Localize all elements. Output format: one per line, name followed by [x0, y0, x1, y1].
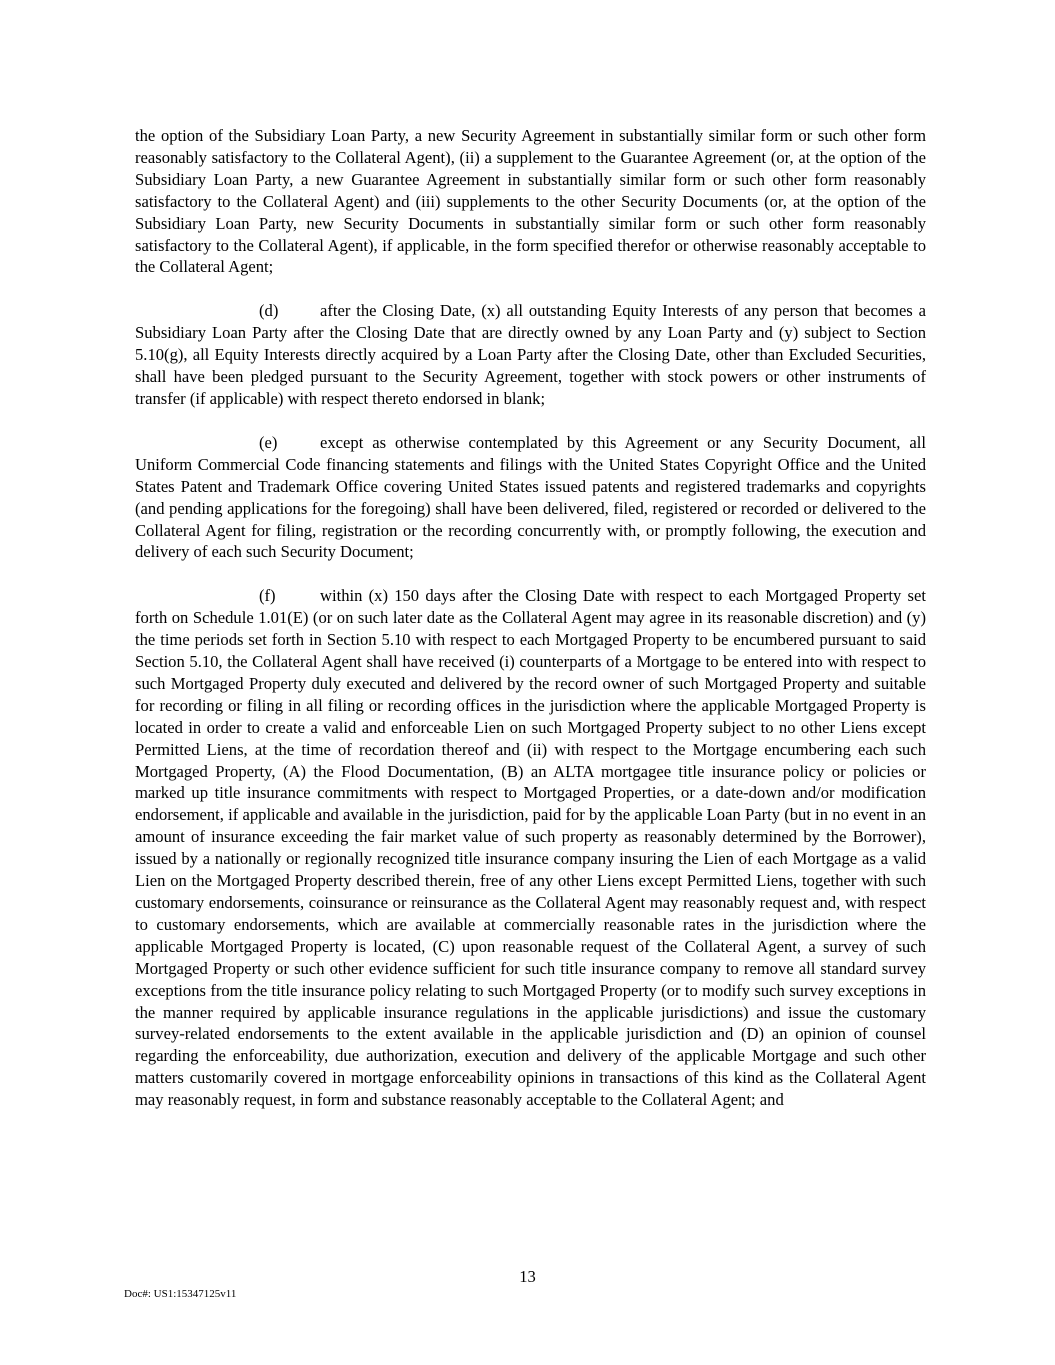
document-body — [135, 125, 926, 1133]
paragraph-f — [135, 585, 926, 1111]
paragraph-text: after the Closing Date, (x) all outstanding Equity Interests of any person that becomes a Subsidiary Loan Party after the Closing Date that are directly owned by any Loan Party and (y) subject to Section 5.10(g), all Equity Interests directly acquired by a Loan Party after the Closing Date, other than Excluded Securities, shall have been pledged pursuant to the Security Agreement, together with stock powers or other instruments of transfer (if applicable) with respect thereto endorsed in blank; — [135, 301, 926, 408]
paragraph-d — [135, 300, 926, 410]
paragraph-label: (f) — [259, 586, 276, 606]
paragraph-label: (d) — [259, 301, 279, 321]
paragraph-text: the option of the Subsidiary Loan Party, a new Security Agreement in substantially similar form or such other form reasonably satisfactory to the Collateral Agent), (ii) a supplement to the Guarantee Agreement (or, at the option of the Subsidiary Loan Party, a new Guarantee Agreement in substantially similar form or such other form reasonably satisfactory to the Collateral Agent) and (iii) supplements to the other Security Documents (or, at the option of the Subsidiary Loan Party, new Security Documents in substantially similar form or such other form reasonably satisfactory to the Collateral Agent), if applicable, in the form specified therefor or otherwise reasonably acceptable to the Collateral Agent; — [135, 126, 926, 277]
paragraph-label: (e) — [259, 432, 278, 452]
paragraph-e — [135, 432, 926, 563]
paragraph-text: within (x) 150 days after the Closing Date with respect to each Mortgaged Property set forth on Schedule 1.01(E) (or on such later date as the Collateral Agent may agree in its reasonable discretion) and (y) the time periods set forth in Section 5.10 with respect to each Mortgaged Property to be encumbered pursuant to said Section 5.10, the Collateral Agent shall have received (i) counterparts of a Mortgage to be entered into with respect to such Mortgaged Property duly executed and delivered by the record owner of such Mortgaged Property and suitable for recording or filing in all filing or recording offices in the jurisdiction where the applicable Mortgaged Property is located in order to create a valid and enforceable Lien on such Mortgaged Property subject to no other Liens except Permitted Liens, at the time of recordation thereof and (ii) with respect to the Mortgage encumbering each such Mortgaged Property, (A) the Flood Documentation, (B) an ALTA mortgagee title insurance policy or policies or marked up title insurance commitments with respect to Mortgaged Properties, or a date-down and/or modification endorsement, if applicable and available in the jurisdiction, paid for by the applicable Loan Party (but in no event in an amount of insurance exceeding the fair market value of such property as reasonably determined by the Borrower), issued by a nationally or regionally recognized title insurance company insuring the Lien of each Mortgage as a valid Lien on the Mortgaged Property described therein, free of any other Liens except Permitted Liens, together with such customary endorsements, coinsurance or reinsurance as the Collateral Agent may reasonably request and, with respect to customary endorsements, which are available at commercially reasonable rates in the jurisdiction where the applicable Mortgaged Property is located, (C) upon reasonable request of the Collateral Agent, a survey of such Mortgaged Property or such other evidence sufficient for such title insurance company to remove all standard survey exceptions from the title insurance policy relating to such Mortgaged Property (or to modify such survey exceptions in the manner required by applicable insurance regulations in the applicable jurisdictions) and issue the customary survey-related endorsements to the extent available in the applicable jurisdiction and (D) an opinion of counsel regarding the enforceability, due authorization, execution and delivery of the applicable Mortgage and such other matters customarily covered in mortgage enforceability opinions in transactions of this kind as the Collateral Agent may reasonably request, in form and substance reasonably acceptable to the Collateral Agent; and — [135, 586, 926, 1110]
document-id: Doc#: US1:15347125v11 — [124, 1288, 237, 1300]
paragraph-continuation — [135, 125, 926, 278]
paragraph-text: except as otherwise contemplated by this Agreement or any Security Document, all Uniform Commercial Code financing statements and filings with the United States Copyright Office and the United States Patent and Trademark Office covering United States issued patents and registered trademarks and copyrights (and pending applications for the foregoing) shall have been delivered, filed, registered or recorded or delivered to the Collateral Agent for filing, registration or the recording concurrently with, or promptly following, the execution and delivery of each such Security Document; — [135, 432, 926, 562]
page-number: 13 — [519, 1267, 536, 1286]
